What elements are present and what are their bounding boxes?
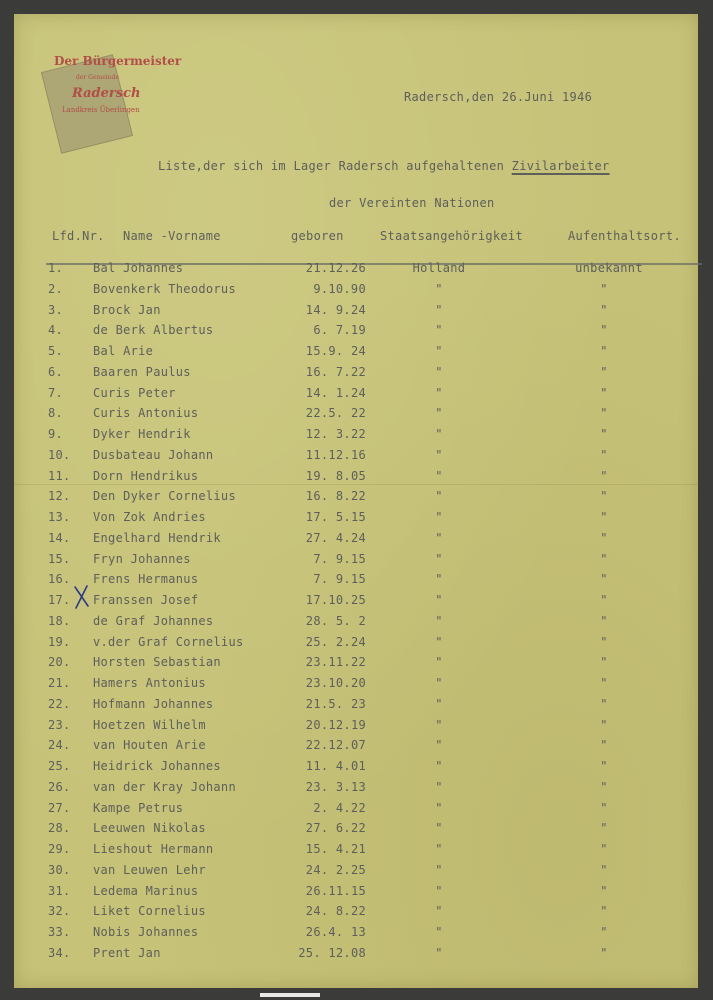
row-number: 15.	[48, 551, 71, 566]
row-name: Dorn Hendrikus	[93, 468, 199, 483]
row-nationality-ditto: "	[435, 904, 443, 919]
row-number: 32.	[48, 904, 71, 919]
row-born: 2. 4.22	[313, 800, 366, 815]
row-residence-ditto: "	[600, 676, 608, 690]
row-born: 26.4. 13	[305, 925, 366, 939]
row-born: 9.10.90	[313, 281, 366, 296]
row-nationality-ditto: "	[435, 634, 443, 649]
row-residence-ditto: "	[600, 925, 608, 939]
row-residence-ditto: "	[600, 489, 608, 504]
row-nationality-ditto: "	[435, 800, 443, 815]
list-row	[14, 552, 698, 572]
row-number: 10.	[48, 447, 71, 462]
row-number: 23.	[48, 717, 71, 732]
list-row	[14, 386, 698, 406]
row-born: 16. 7.22	[305, 364, 366, 379]
row-number: 20.	[48, 655, 71, 670]
row-nationality-ditto: "	[435, 696, 443, 711]
row-number: 5.	[48, 344, 64, 358]
document-subtitle: der Vereinten Nationen	[329, 196, 495, 210]
row-nationality-ditto: "	[435, 551, 443, 566]
row-nationality-ditto: "	[435, 676, 443, 690]
document-title	[158, 159, 610, 173]
row-nationality-ditto: "	[435, 510, 443, 524]
row-born: 17.10.25	[305, 593, 366, 607]
row-number: 12.	[48, 489, 71, 504]
row-number: 30.	[48, 862, 71, 877]
row-residence-ditto: "	[600, 904, 608, 919]
list-row	[14, 863, 698, 883]
row-born: 24. 8.22	[305, 904, 366, 919]
list-row	[14, 406, 698, 426]
row-born: 23.11.22	[305, 655, 366, 670]
row-born: 17. 5.15	[305, 510, 366, 524]
row-born: 12. 3.22	[305, 427, 366, 441]
row-name: v.der Graf Cornelius	[93, 634, 244, 649]
scan-scale-bar	[260, 993, 320, 997]
list-row	[14, 884, 698, 904]
row-name: Dyker Hendrik	[93, 427, 191, 441]
municipal-stamp	[36, 36, 186, 146]
row-number: 26.	[48, 779, 71, 794]
row-born: 21.5. 23	[305, 696, 366, 711]
row-born: 26.11.15	[305, 883, 366, 898]
row-born: 7. 9.15	[313, 572, 366, 587]
row-residence-ditto: "	[600, 717, 608, 732]
row-number: 6.	[48, 364, 64, 379]
list-row	[14, 718, 698, 738]
row-name: Kampe Petrus	[93, 800, 184, 815]
list-row	[14, 593, 698, 613]
row-nationality-ditto: "	[435, 779, 443, 794]
row-born: 14. 9.24	[305, 302, 366, 317]
col-header-residence: Aufenthaltsort.	[568, 229, 681, 243]
col-header-nationality: Staatsangehörigkeit	[380, 229, 523, 243]
row-name: Hoetzen Wilhelm	[93, 717, 206, 732]
row-nationality-ditto: "	[435, 530, 443, 545]
row-number: 14.	[48, 530, 71, 545]
row-name: Bal Johannes	[93, 261, 184, 275]
row-number: 16.	[48, 572, 71, 587]
row-residence-ditto: "	[600, 572, 608, 587]
row-residence-ditto: "	[600, 593, 608, 607]
row-born: 25. 2.24	[305, 634, 366, 649]
list-row	[14, 572, 698, 592]
row-name: Curis Antonius	[93, 406, 199, 421]
row-residence-ditto: "	[600, 759, 608, 773]
list-row	[14, 323, 698, 343]
list-row	[14, 261, 698, 281]
list-row	[14, 489, 698, 509]
row-residence-ditto: "	[600, 945, 608, 960]
row-number: 7.	[48, 385, 64, 400]
list-row	[14, 821, 698, 841]
row-residence-ditto: "	[600, 364, 608, 379]
row-nationality-ditto: "	[435, 364, 443, 379]
row-born: 25. 12.08	[298, 945, 366, 960]
title-prefix: Liste,der sich im Lager Radersch aufgehaltenen	[158, 159, 505, 173]
row-residence-ditto: "	[600, 302, 608, 317]
row-nationality-ditto: "	[435, 447, 443, 462]
row-residence-ditto: "	[600, 323, 608, 338]
row-nationality-ditto: "	[435, 717, 443, 732]
row-born: 11.12.16	[305, 447, 366, 462]
handwritten-x-mark	[72, 584, 92, 610]
list-row	[14, 738, 698, 758]
row-number: 28.	[48, 821, 71, 836]
row-nationality-ditto: "	[435, 489, 443, 504]
list-row	[14, 469, 698, 489]
row-number: 3.	[48, 302, 64, 317]
row-name: Dusbateau Johann	[93, 447, 214, 462]
list-row	[14, 759, 698, 779]
row-nationality-ditto: "	[435, 323, 443, 338]
row-residence-ditto: "	[600, 862, 608, 877]
row-nationality-ditto: "	[435, 613, 443, 628]
stamp-subtitle: der Gemeinde	[76, 74, 119, 81]
row-nationality-ditto: "	[435, 925, 443, 939]
row-residence-ditto: "	[600, 406, 608, 421]
row-residence-ditto: "	[600, 510, 608, 524]
row-nationality-ditto: "	[435, 406, 443, 421]
row-born: 11. 4.01	[305, 759, 366, 773]
row-residence-ditto: "	[600, 427, 608, 441]
list-row	[14, 448, 698, 468]
list-row	[14, 303, 698, 323]
row-born: 22.5. 22	[305, 406, 366, 421]
row-name: Prent Jan	[93, 945, 161, 960]
adhesive-tape	[41, 54, 133, 153]
row-name: Hofmann Johannes	[93, 696, 214, 711]
row-residence-ditto: "	[600, 551, 608, 566]
row-name: Bovenkerk Theodorus	[93, 281, 236, 296]
stamp-office: Der Bürgermeister	[54, 54, 182, 68]
title-underlined-word: Zivilarbeiter	[511, 159, 610, 173]
col-header-nr: Lfd.Nr.	[52, 229, 105, 243]
row-name: van Leuwen Lehr	[93, 862, 206, 877]
row-nationality-ditto: "	[435, 883, 443, 898]
row-nationality-ditto: "	[435, 738, 443, 753]
row-number: 4.	[48, 323, 64, 338]
row-nationality-ditto: "	[435, 759, 443, 773]
row-born: 20.12.19	[305, 717, 366, 732]
row-nationality-ditto: "	[435, 344, 443, 358]
row-number: 9.	[48, 427, 64, 441]
row-number: 24.	[48, 738, 71, 753]
row-nationality-ditto: "	[435, 593, 443, 607]
col-header-born: geboren	[291, 229, 344, 243]
row-number: 18.	[48, 613, 71, 628]
row-name: de Berk Albertus	[93, 323, 214, 338]
row-residence-ditto: "	[600, 655, 608, 670]
row-name: van der Kray Johann	[93, 779, 236, 794]
list-row	[14, 531, 698, 551]
row-number: 25.	[48, 759, 71, 773]
row-name: Lieshout Hermann	[93, 842, 214, 856]
row-nationality-ditto: "	[435, 655, 443, 670]
row-number: 2.	[48, 281, 64, 296]
row-nationality-ditto: "	[435, 468, 443, 483]
list-row	[14, 801, 698, 821]
stamp-district: Landkreis Überlingen	[62, 106, 140, 114]
row-name: Brock Jan	[93, 302, 161, 317]
row-number: 21.	[48, 676, 71, 690]
row-name: Liket Cornelius	[93, 904, 206, 919]
row-name: Baaren Paulus	[93, 364, 191, 379]
row-name: Franssen Josef	[93, 593, 199, 607]
row-nationality-ditto: "	[435, 821, 443, 836]
row-born: 21.12.26	[305, 261, 366, 275]
row-number: 31.	[48, 883, 71, 898]
list-row	[14, 510, 698, 530]
row-name: Nobis Johannes	[93, 925, 199, 939]
row-born: 19. 8.05	[305, 468, 366, 483]
list-row	[14, 427, 698, 447]
list-row	[14, 365, 698, 385]
row-residence-ditto: "	[600, 738, 608, 753]
row-born: 23.10.20	[305, 676, 366, 690]
list-row	[14, 925, 698, 945]
row-nationality-ditto: "	[435, 842, 443, 856]
place-and-date: Radersch,den 26.Juni 1946	[404, 90, 593, 104]
row-born: 23. 3.13	[305, 779, 366, 794]
row-residence-ditto: "	[600, 447, 608, 462]
row-residence-ditto: "	[600, 821, 608, 836]
row-born: 15. 4.21	[305, 842, 366, 856]
row-born: 28. 5. 2	[305, 613, 366, 628]
row-number: 33.	[48, 925, 71, 939]
list-row	[14, 676, 698, 696]
row-number: 22.	[48, 696, 71, 711]
row-number: 17.	[48, 593, 71, 607]
list-row	[14, 904, 698, 924]
row-number: 34.	[48, 945, 71, 960]
list-row	[14, 780, 698, 800]
list-row	[14, 655, 698, 675]
row-nationality-ditto: "	[435, 572, 443, 587]
row-nationality-ditto: "	[435, 862, 443, 877]
list-row	[14, 842, 698, 862]
row-name: Fryn Johannes	[93, 551, 191, 566]
stamp-town: Radersch	[72, 86, 141, 101]
row-name: Von Zok Andries	[93, 510, 206, 524]
row-born: 27. 4.24	[305, 530, 366, 545]
list-row	[14, 614, 698, 634]
list-row	[14, 697, 698, 717]
row-residence-ditto: "	[600, 883, 608, 898]
row-nationality-ditto: "	[435, 385, 443, 400]
row-nationality-ditto: "	[435, 281, 443, 296]
row-residence-ditto: "	[600, 385, 608, 400]
row-born: 22.12.07	[305, 738, 366, 753]
row-residence: unbekannt	[575, 261, 643, 275]
row-born: 14. 1.24	[305, 385, 366, 400]
row-residence-ditto: "	[600, 696, 608, 711]
row-residence-ditto: "	[600, 779, 608, 794]
row-residence-ditto: "	[600, 634, 608, 649]
row-nationality: Holland	[412, 261, 466, 275]
list-row	[14, 282, 698, 302]
row-residence-ditto: "	[600, 613, 608, 628]
row-name: de Graf Johannes	[93, 613, 214, 628]
list-row	[14, 635, 698, 655]
document-page	[14, 14, 698, 988]
row-name: Leeuwen Nikolas	[93, 821, 206, 836]
row-born: 24. 2.25	[305, 862, 366, 877]
row-number: 8.	[48, 406, 64, 421]
row-residence-ditto: "	[600, 344, 608, 358]
row-number: 27.	[48, 800, 71, 815]
row-residence-ditto: "	[600, 281, 608, 296]
row-born: 6. 7.19	[313, 323, 366, 338]
row-residence-ditto: "	[600, 800, 608, 815]
row-nationality-ditto: "	[435, 427, 443, 441]
list-row	[14, 946, 698, 966]
row-nationality-ditto: "	[435, 945, 443, 960]
row-born: 15.9. 24	[305, 344, 366, 358]
row-born: 16. 8.22	[305, 489, 366, 504]
row-number: 29.	[48, 842, 71, 856]
row-residence-ditto: "	[600, 842, 608, 856]
row-residence-ditto: "	[600, 530, 608, 545]
row-name: Frens Hermanus	[93, 572, 199, 587]
row-name: Ledema Marinus	[93, 883, 199, 898]
row-name: Heidrick Johannes	[93, 759, 221, 773]
row-residence-ditto: "	[600, 468, 608, 483]
row-born: 27. 6.22	[305, 821, 366, 836]
row-name: Horsten Sebastian	[93, 655, 221, 670]
row-number: 13.	[48, 510, 71, 524]
row-number: 11.	[48, 468, 71, 483]
row-name: Den Dyker Cornelius	[93, 489, 236, 504]
row-name: van Houten Arie	[93, 738, 206, 753]
row-name: Bal Arie	[93, 344, 154, 358]
row-number: 1.	[48, 261, 64, 275]
row-name: Hamers Antonius	[93, 676, 206, 690]
row-nationality-ditto: "	[435, 302, 443, 317]
row-name: Engelhard Hendrik	[93, 530, 221, 545]
row-name: Curis Peter	[93, 385, 176, 400]
row-born: 7. 9.15	[313, 551, 366, 566]
list-row	[14, 344, 698, 364]
col-header-name: Name -Vorname	[123, 229, 221, 243]
row-number: 19.	[48, 634, 71, 649]
